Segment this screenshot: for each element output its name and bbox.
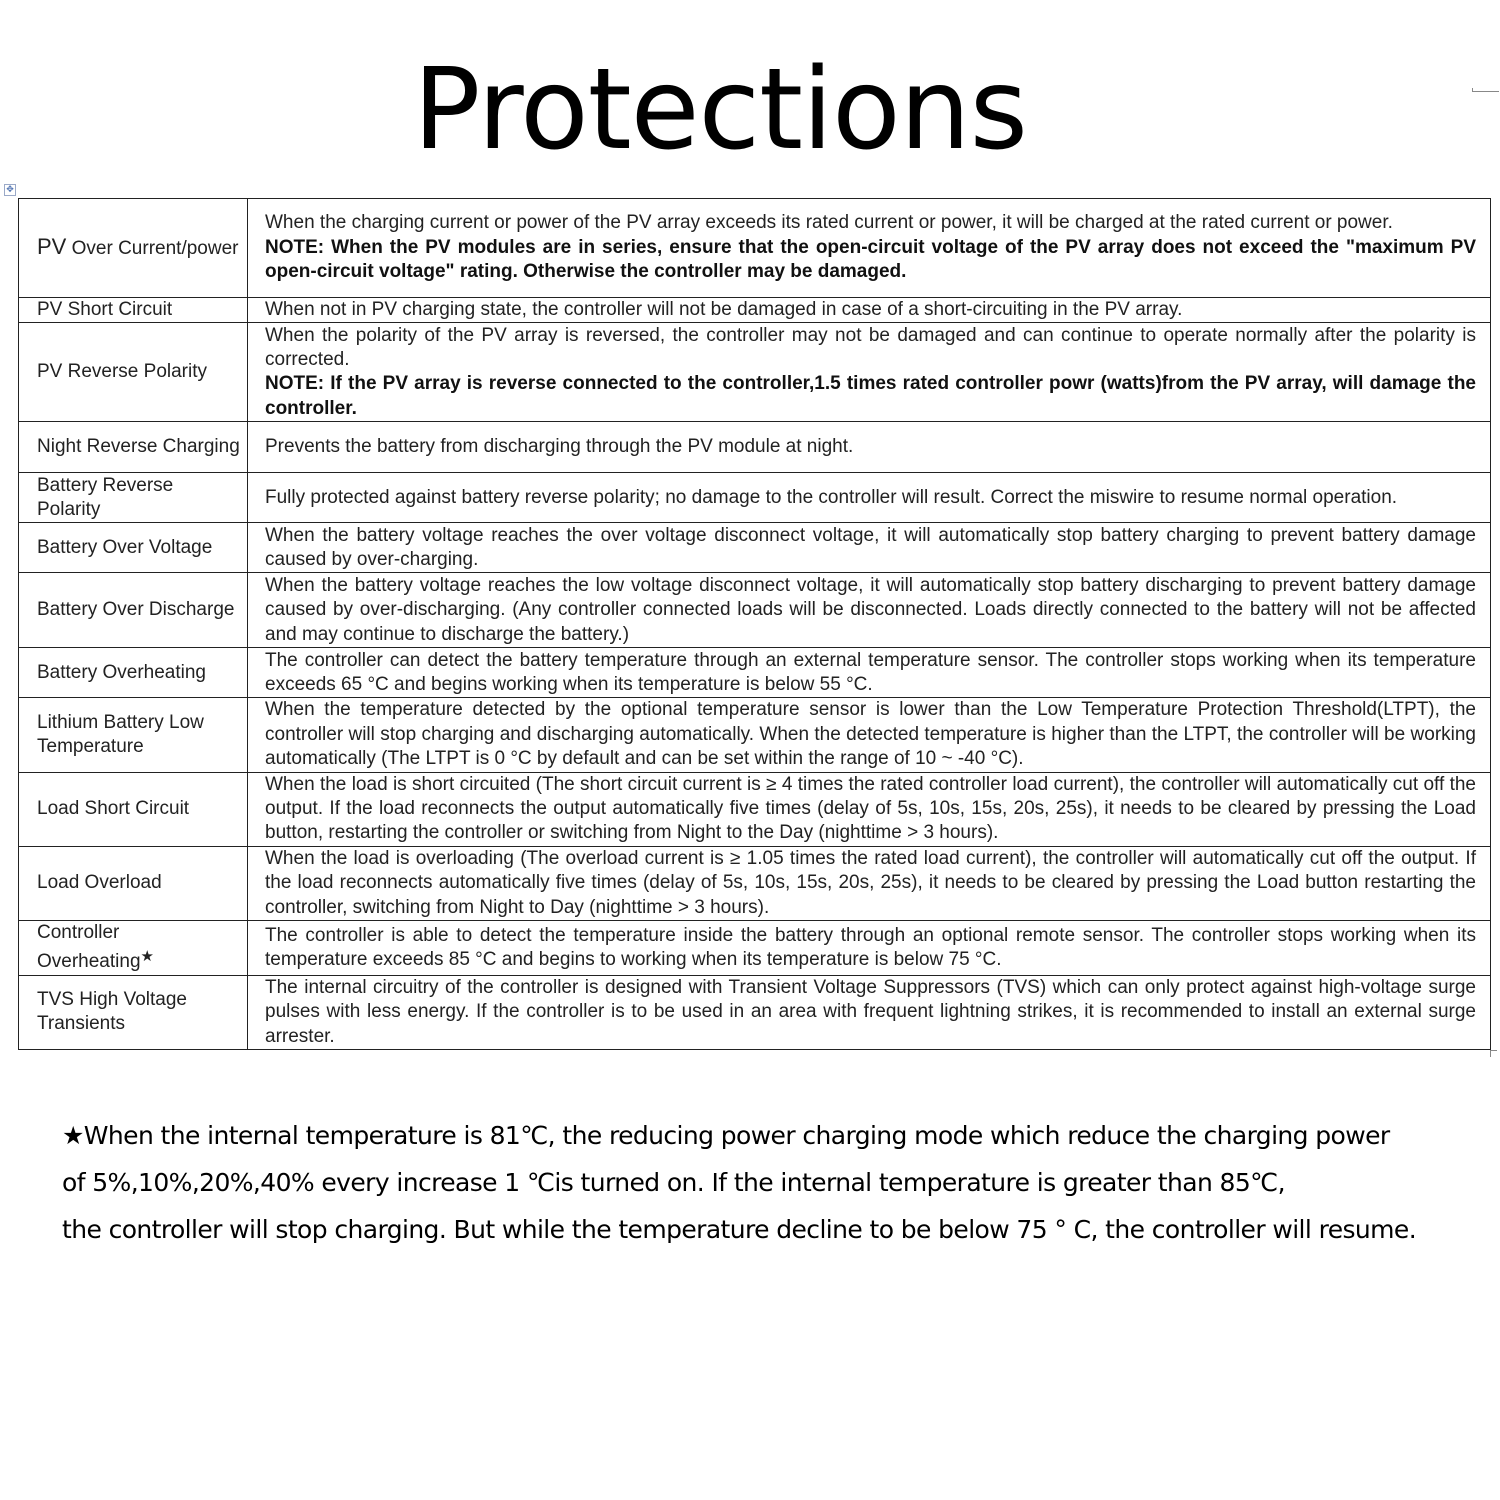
table-row	[19, 573, 1491, 648]
table-row	[19, 298, 1491, 323]
protection-description	[248, 975, 1491, 1049]
footnote	[62, 1112, 1482, 1253]
description-text: When not in PV charging state, the controller will not be damaged in case of a short-circuiting in the PV array.	[265, 299, 1183, 320]
protection-name: Night Reverse Charging	[19, 422, 248, 473]
protection-description	[248, 523, 1491, 573]
description-text: When the battery voltage reaches the low voltage disconnect voltage, it will automatically stop battery discharging to prevent battery damage caused by over-discharging. (Any controller connected loads will be disconnected. Loads directly connected to the battery will not be affected and may continue to discharge the battery.)	[265, 574, 1476, 645]
description-text: When the load is overloading (The overload current is ≥ 1.05 times the rated load current), the controller will automatically cut off the output. If the load reconnects automatically five times (delay of 5s, 10s, 15s, 20s, 25s), it needs to be cleared by pressing the Load button restarting the controller, switching from Night to Day (nighttime > 3 hours).	[265, 847, 1476, 918]
protection-description	[248, 422, 1491, 473]
protection-name: Battery Overheating	[19, 648, 248, 698]
description-text: When the polarity of the PV array is reversed, the controller may not be damaged and can continue to operate normally after the polarity is corrected.	[265, 324, 1476, 370]
description-text: The internal circuitry of the controller is designed with Transient Voltage Suppressors (TVS) which can only protect against high-voltage surge pulses with less energy. If the controller is to be used in an area with frequent lightning strikes, it is recommended to install an external surge arrester.	[265, 976, 1476, 1047]
footnote-line: of 5%,10%,20%,40% every increase 1 ℃is turned on. If the internal temperature is greater than 85℃,	[62, 1168, 1285, 1197]
table-row	[19, 921, 1491, 976]
table-row	[19, 199, 1491, 298]
description-note: NOTE: If the PV array is reverse connected to the controller,1.5 times rated controller powr (watts)from the PV array, will damage the controller.	[265, 373, 1476, 419]
footnote-line: the controller will stop charging. But while the temperature decline to be below 75 ° C, the controller will resume.	[62, 1215, 1417, 1244]
description-note: NOTE: When the PV modules are in series, ensure that the open-circuit voltage of the PV array does not exceed the "maximum PV open-circuit voltage" rating. Otherwise the controller may be damaged.	[265, 236, 1476, 283]
table-row	[19, 846, 1491, 920]
table-row	[19, 523, 1491, 573]
protection-name: Battery Reverse Polarity	[19, 473, 248, 523]
description-text: Fully protected against battery reverse polarity; no damage to the controller will result. Correct the miswire to resume normal operation.	[265, 486, 1398, 508]
protection-name: Load Overload	[19, 846, 248, 920]
protection-name	[19, 199, 248, 298]
protection-name-text: Over Current/power	[66, 237, 239, 259]
table-move-handle-icon[interactable]: ✥	[4, 184, 16, 196]
star-icon: ★	[140, 948, 154, 966]
table-row	[19, 648, 1491, 698]
description-text: When the load is short circuited (The short circuit current is ≥ 4 times the rated controller load current), the controller will automatically cut off the output. If the load reconnects the output automatically five times (delay of 5s, 10s, 15s, 20s, 25s), it needs to be cleared by pressing the Load button, restarting the controller or switching from Night to the Day (nighttime > 3 hours).	[265, 773, 1476, 844]
page-title: Protections	[413, 45, 1027, 175]
page-corner-mark	[1472, 88, 1499, 92]
protection-description	[248, 298, 1491, 323]
description-text: The controller is able to detect the temperature inside the battery through an optional remote sensor. The controller stops working when its temperature exceeds 85 °C and begins to working when its temperature is below 75 °C.	[265, 924, 1476, 970]
footnote-line: ★When the internal temperature is 81℃, the reducing power charging mode which reduce the charging power	[62, 1121, 1390, 1150]
table-row	[19, 772, 1491, 846]
protection-description	[248, 648, 1491, 698]
paragraph-end-mark	[1490, 1050, 1497, 1057]
protection-name: PV Reverse Polarity	[19, 323, 248, 422]
protection-description	[248, 846, 1491, 920]
description-text: When the charging current or power of the PV array exceeds its rated current or power, it will be charged at the rated current or power.	[265, 212, 1393, 234]
table-row	[19, 323, 1491, 422]
description-text: When the battery voltage reaches the over voltage disconnect voltage, it will automatically stop battery charging to prevent battery damage caused by over-charging.	[265, 524, 1476, 570]
protections-table	[18, 198, 1491, 1050]
description-text: Prevents the battery from discharging through the PV module at night.	[265, 436, 854, 458]
protection-description	[248, 323, 1491, 422]
table-row	[19, 698, 1491, 772]
protection-name: Load Short Circuit	[19, 772, 248, 846]
table-row	[19, 975, 1491, 1049]
table-row	[19, 473, 1491, 523]
protection-name-text: Controller Overheating	[37, 922, 141, 973]
description-text: When the temperature detected by the optional temperature sensor is lower than the Low Temperature Protection Threshold(LTPT), the controller will stop charging and discharging automatically. When the detected temperature is higher than the LTPT, the controller will be working automatically (The LTPT is 0 °C by default and can be set within the range of 10 ~ -40 °C).	[265, 699, 1476, 770]
protection-description	[248, 199, 1491, 298]
protection-name: Battery Over Discharge	[19, 573, 248, 648]
protection-description	[248, 772, 1491, 846]
protection-name: Lithium Battery Low Temperature	[19, 698, 248, 772]
protection-description	[248, 573, 1491, 648]
protection-description	[248, 473, 1491, 523]
description-text: The controller can detect the battery temperature through an external temperature sensor. The controller stops working when its temperature exceeds 65 °C and begins working when its temperature is below 55 °C.	[265, 649, 1476, 695]
table-row	[19, 422, 1491, 473]
protection-name: Battery Over Voltage	[19, 523, 248, 573]
protection-description	[248, 921, 1491, 976]
protection-name	[19, 921, 248, 976]
protection-name: PV Short Circuit	[19, 298, 248, 323]
protection-description	[248, 698, 1491, 772]
protection-name: TVS High Voltage Transients	[19, 975, 248, 1049]
protection-name-prefix: PV	[37, 233, 67, 259]
